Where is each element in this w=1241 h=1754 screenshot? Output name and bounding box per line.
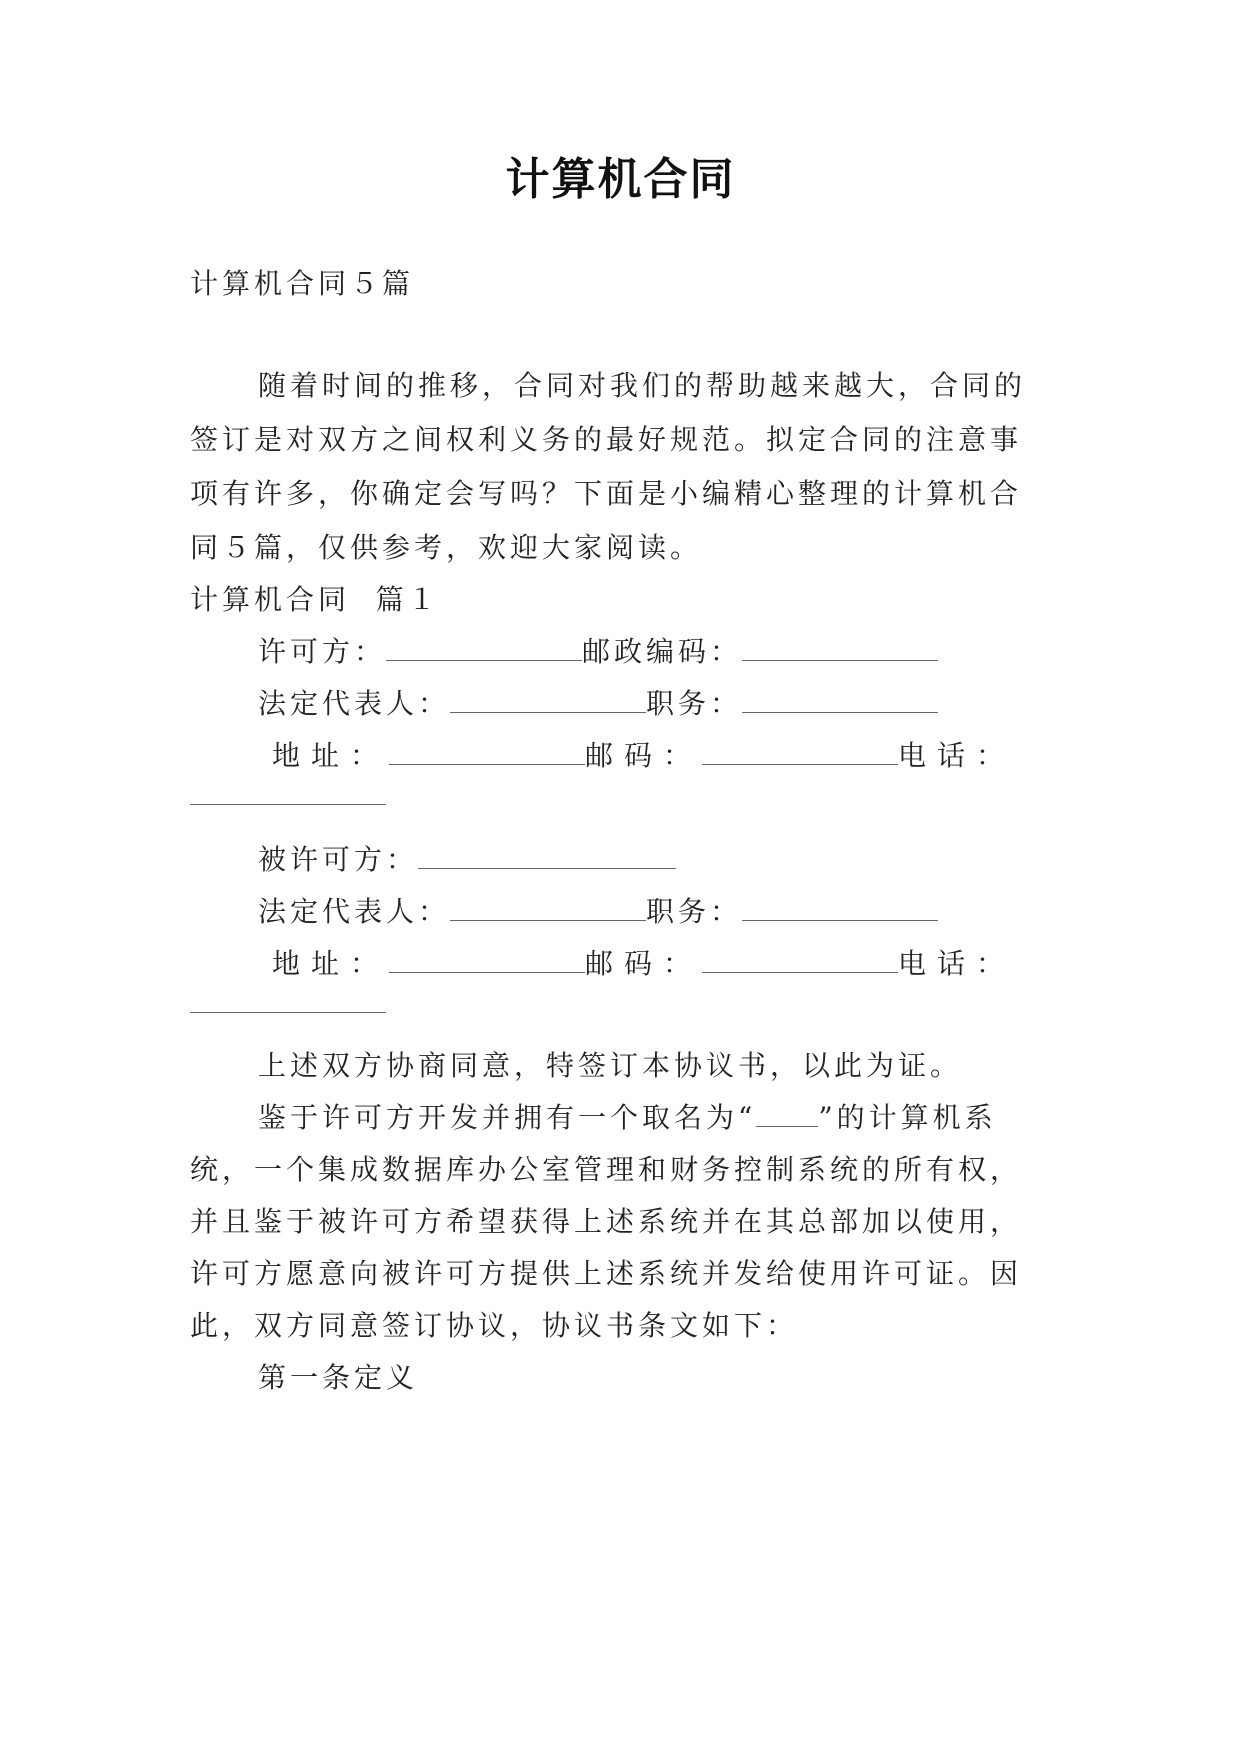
recital-end: ”的计算机系 [818, 1101, 997, 1134]
licensor-address-row [272, 736, 1015, 776]
licensee-zip-blank[interactable] [702, 946, 898, 973]
licensee-zip-label: 邮码： [585, 947, 703, 980]
recital-line-4: 许可方愿意向被许可方提供上述系统并发给使用许可证。因 [190, 1257, 1023, 1290]
licensee-phone-label: 电话： [898, 947, 1016, 980]
recital-line-3: 并且鉴于被许可方希望获得上述系统并在其总部加以使用， [190, 1205, 1023, 1238]
recital-line-2: 统，一个集成数据库办公室管理和财务控制系统的所有权， [190, 1153, 1023, 1186]
intro-line-3: 项有许多，你确定会写吗？下面是小编精心整理的计算机合 [190, 477, 1023, 510]
licensor-name-row [258, 632, 938, 672]
licensor-phone-label: 电话： [898, 739, 1016, 772]
licensee-address-label: 地址： [272, 947, 390, 980]
licensor-address-blank[interactable] [389, 738, 585, 765]
licensee-address-blank[interactable] [389, 946, 585, 973]
article-one-heading: 第一条定义 [258, 1361, 419, 1394]
licensee-rep-blank[interactable] [450, 894, 646, 921]
intro-line-4: 同５篇，仅供参考，欢迎大家阅读。 [190, 531, 703, 564]
licensor-phone-blank[interactable] [190, 804, 386, 805]
licensee-address-row [272, 944, 1015, 984]
licensor-position-blank[interactable] [742, 686, 938, 713]
licensor-rep-label: 法定代表人： [258, 687, 451, 720]
licensee-position-blank[interactable] [742, 894, 938, 921]
licensee-rep-row [258, 892, 938, 932]
recital-line-1 [258, 1098, 997, 1138]
licensee-rep-label: 法定代表人： [258, 895, 451, 928]
licensor-postcode-blank[interactable] [742, 634, 938, 661]
licensee-position-label: 职务： [646, 895, 743, 928]
licensee-phone-blank[interactable] [190, 1012, 386, 1013]
system-name-blank[interactable] [756, 1100, 818, 1127]
agreement-statement: 上述双方协商同意，特签订本协议书，以此为证。 [258, 1049, 963, 1082]
licensee-name-label: 被许可方： [258, 843, 419, 876]
licensor-name-blank[interactable] [386, 634, 582, 661]
document-subtitle: 计算机合同５篇 [190, 267, 415, 300]
document-title: 计算机合同 [505, 154, 736, 205]
intro-line-2: 签订是对双方之间权利义务的最好规范。拟定合同的注意事 [190, 423, 1023, 456]
licensee-name-row [258, 840, 676, 880]
licensee-name-blank[interactable] [418, 842, 676, 869]
licensor-address-label: 地址： [272, 739, 390, 772]
licensor-rep-row [258, 684, 938, 724]
recital-start: 鉴于许可方开发并拥有一个取名为“ [258, 1101, 757, 1134]
licensor-postcode-label: 邮政编码： [582, 635, 743, 668]
section-heading: 计算机合同 篇１ [190, 583, 440, 616]
licensor-rep-blank[interactable] [450, 686, 646, 713]
licensor-name-label: 许可方： [258, 635, 387, 668]
licensor-position-label: 职务： [646, 687, 743, 720]
licensor-zip-blank[interactable] [702, 738, 898, 765]
recital-line-5: 此，双方同意签订协议，协议书条文如下： [190, 1309, 799, 1342]
licensor-zip-label: 邮码： [585, 739, 703, 772]
intro-line-1: 随着时间的推移，合同对我们的帮助越来越大，合同的 [258, 369, 1027, 402]
